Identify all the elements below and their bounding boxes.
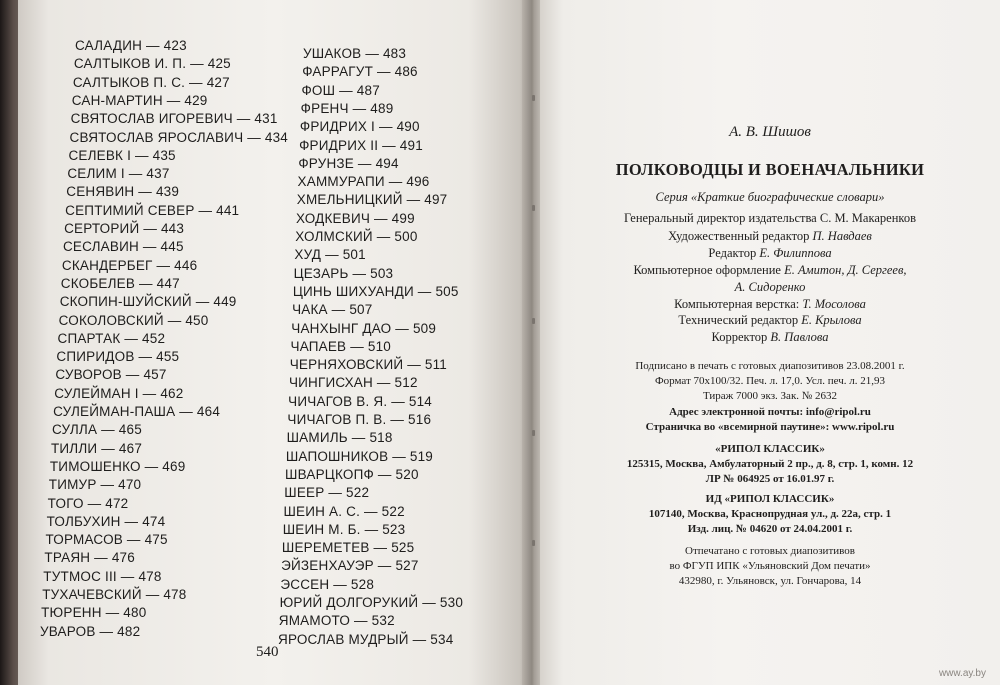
series-line: Серия «Краткие биографические словари»: [655, 190, 885, 204]
index-entry: ТОРМАСОВ — 475: [45, 532, 168, 548]
index-entry: УВАРОВ — 482: [40, 623, 141, 639]
index-entry: ШЕРЕМЕТЕВ — 525: [281, 540, 415, 556]
index-entry: СПИРИДОВ — 455: [56, 349, 180, 365]
index-entry: ФРИДРИХ II — 491: [299, 137, 423, 153]
credit-role: Генеральный директор издательства: [624, 211, 820, 225]
index-entry: ШВАРЦКОПФ — 520: [285, 466, 419, 482]
book-title: ПОЛКОВОДЦЫ И ВОЕНАЧАЛЬНИКИ: [615, 160, 925, 179]
index-entry: СЕПТИМИЙ СЕВЕР — 441: [65, 202, 240, 218]
credit-name: В. Павлова: [770, 330, 829, 344]
index-entry: СВЯТОСЛАВ ЯРОСЛАВИЧ — 434: [69, 129, 288, 145]
index-entry: СОКОЛОВСКИЙ — 450: [58, 312, 209, 328]
index-entry: ТРАЯН — 476: [44, 550, 135, 566]
index-entry: САЛАДИН — 423: [75, 38, 187, 53]
binding-stitch: [532, 205, 535, 211]
index-entry: СКОБЕЛЕВ — 447: [60, 275, 180, 291]
index-entry: САЛТЫКОВ П. С. — 427: [72, 74, 230, 90]
index-entry: СУЛЕЙМАН I — 462: [54, 385, 184, 401]
index-entry: ХОЛМСКИЙ — 500: [295, 229, 418, 244]
index-entry: ТУТМОС III — 478: [43, 568, 162, 584]
index-entry: ШЕИН А. С. — 522: [283, 503, 405, 519]
index-entry: ШАПОШНИКОВ — 519: [285, 448, 434, 464]
imprint-line: «РИПОЛ КЛАССИК»: [715, 443, 825, 455]
index-entry: ЧЕРНЯХОВСКИЙ — 511: [289, 357, 447, 373]
credit-line: [550, 263, 990, 278]
index-entry: СУЛЕЙМАН-ПАША — 464: [53, 404, 221, 419]
page-number: 540: [256, 644, 279, 660]
credit-role: Компьютерное оформление: [633, 263, 785, 277]
index-entry: СВЯТОСЛАВ ИГОРЕВИЧ — 431: [70, 111, 278, 127]
index-entry: ТЮРЕНН — 480: [41, 605, 147, 621]
index-entry: ТИМУР — 470: [48, 477, 142, 493]
index-entry: СКАНДЕРБЕГ — 446: [61, 257, 198, 273]
index-entry: ТИМОШЕНКО — 469: [49, 458, 186, 474]
credit-line: [550, 229, 990, 244]
imprint-line: Тираж 7000 экз. Зак. № 2632: [702, 390, 838, 402]
credit-line: [550, 330, 990, 345]
index-entry: ШЕЕР — 522: [284, 485, 370, 501]
credit-role: Редактор: [708, 246, 760, 260]
index-entry: ХМЕЛЬНИЦКИЙ — 497: [296, 192, 448, 208]
author-name: А. В. Шишов: [729, 124, 811, 140]
index-entry: ЧИЧАГОВ П. В. — 516: [287, 412, 432, 427]
index-entry: СЕРТОРИЙ — 443: [64, 221, 185, 236]
credit-role: Компьютерная верстка:: [674, 297, 803, 311]
index-entry: ЧАПАЕВ — 510: [290, 338, 391, 354]
index-entry: ЮРИЙ ДОЛГОРУКИЙ — 530: [279, 595, 464, 610]
index-entry: ШЕИН М. Б. — 523: [282, 521, 406, 537]
index-entry: СЕЛИМ I — 437: [67, 166, 170, 182]
index-entry: ЦИНЬ ШИХУАНДИ — 505: [292, 283, 459, 299]
index-entry: ФРЕНЧ — 489: [300, 100, 394, 116]
index-entry: СУЛЛА — 465: [52, 422, 142, 438]
imprint-line: 107140, Москва, Краснопрудная ул., д. 22а, стр. 1: [648, 508, 892, 520]
binding-stitch: [532, 430, 535, 436]
index-entry: СПАРТАК — 452: [57, 330, 166, 346]
index-entry: ЯРОСЛАВ МУДРЫЙ — 534: [278, 631, 454, 647]
index-entry: САН-МАРТИН — 429: [71, 92, 208, 108]
credit-name: С. М. Макаренков: [819, 211, 916, 225]
imprint-line: ЛР № 064925 от 16.01.97 г.: [705, 473, 835, 485]
imprint-line: Адрес электронной почты: info@ripol.ru: [669, 406, 871, 418]
index-entry: ЧАНХЫНГ ДАО — 509: [291, 320, 437, 336]
index-entry: СЕСЛАВИН — 445: [62, 239, 184, 255]
index-entry: ТУХАЧЕВСКИЙ — 478: [42, 587, 187, 602]
index-entry: ЭЙЗЕНХАУЭР — 527: [281, 558, 419, 574]
imprint-line: Формат 70x100/32. Печ. л. 17,0. Усл. печ. л. 21,93: [654, 375, 886, 387]
index-entry: ТОГО — 472: [47, 495, 129, 511]
index-entry: ХОДКЕВИЧ — 499: [295, 210, 415, 226]
index-entry: ЧИЧАГОВ В. Я. — 514: [288, 393, 432, 409]
credit-name: П. Навдаев: [812, 229, 872, 243]
index-entry: ФОШ — 487: [301, 82, 380, 98]
index-entry: СЕНЯВИН — 439: [66, 184, 180, 200]
index-entry: ХУД — 501: [294, 247, 366, 263]
imprint-line: Подписано в печать с готовых диапозитивов 23.08.2001 г.: [635, 360, 905, 372]
watermark: www.ay.by: [938, 668, 986, 679]
imprint-line: во ФГУП ИПК «Ульяновский Дом печати»: [669, 560, 871, 572]
credit-name: Т. Мосолова: [802, 297, 866, 311]
index-entry: СУВОРОВ — 457: [55, 367, 167, 383]
index-entry: ТОЛБУХИН — 474: [46, 513, 166, 529]
index-entry: ЦЕЗАРЬ — 503: [293, 265, 394, 281]
imprint-line: Отпечатано с готовых диапозитивов: [685, 545, 855, 557]
credit-name: Е. Филиппова: [759, 246, 832, 260]
index-entry: ФРИДРИХ I — 490: [299, 119, 420, 135]
credit-name: А. Сидоренко: [734, 280, 806, 294]
credit-line: [550, 313, 990, 328]
credit-role: Технический редактор: [678, 313, 802, 327]
credit-line: [550, 297, 990, 312]
index-entry: ФАРРАГУТ — 486: [302, 64, 418, 80]
imprint-line: 125315, Москва, Амбулаторный 2 пр., д. 8, стр. 1, комн. 12: [626, 458, 914, 470]
index-entry: ХАММУРАПИ — 496: [297, 174, 430, 190]
binding-stitch: [532, 318, 535, 324]
index-entry: ШАМИЛЬ — 518: [286, 430, 393, 446]
imprint-line: 432980, г. Ульяновск, ул. Гончарова, 14: [678, 575, 862, 587]
credit-line: [550, 211, 990, 226]
credit-role: Художественный редактор: [668, 229, 813, 243]
imprint-line: Страничка во «всемирной паутине»: www.ripol.ru: [645, 421, 895, 433]
binding-stitch: [532, 540, 535, 546]
index-entry: ЯМАМОТО — 532: [278, 613, 395, 629]
index-entry: ЧИНГИСХАН — 512: [288, 375, 418, 391]
credit-line: [550, 280, 990, 295]
credit-name: Е. Крылова: [801, 313, 862, 327]
credit-line: [550, 246, 990, 261]
binding-stitch: [532, 95, 535, 101]
index-entry: ТИЛЛИ — 467: [50, 440, 143, 456]
imprint-line: Изд. лиц. № 04620 от 24.04.2001 г.: [687, 523, 853, 535]
imprint-line: ИД «РИПОЛ КЛАССИК»: [705, 493, 835, 505]
index-entry: СКОПИН-ШУЙСКИЙ — 449: [59, 294, 237, 310]
index-entry: ФРУНЗЕ — 494: [298, 155, 399, 171]
index-entry: УШАКОВ — 483: [303, 46, 407, 61]
index-entry: САЛТЫКОВ И. П. — 425: [73, 56, 231, 72]
credit-role: Корректор: [711, 330, 771, 344]
index-entry: ЧАКА — 507: [292, 302, 373, 318]
index-entry: ЭССЕН — 528: [280, 576, 375, 592]
credit-name: Е. Амитон, Д. Сергеев,: [784, 263, 907, 277]
index-entry: СЕЛЕВК I — 435: [68, 147, 176, 163]
